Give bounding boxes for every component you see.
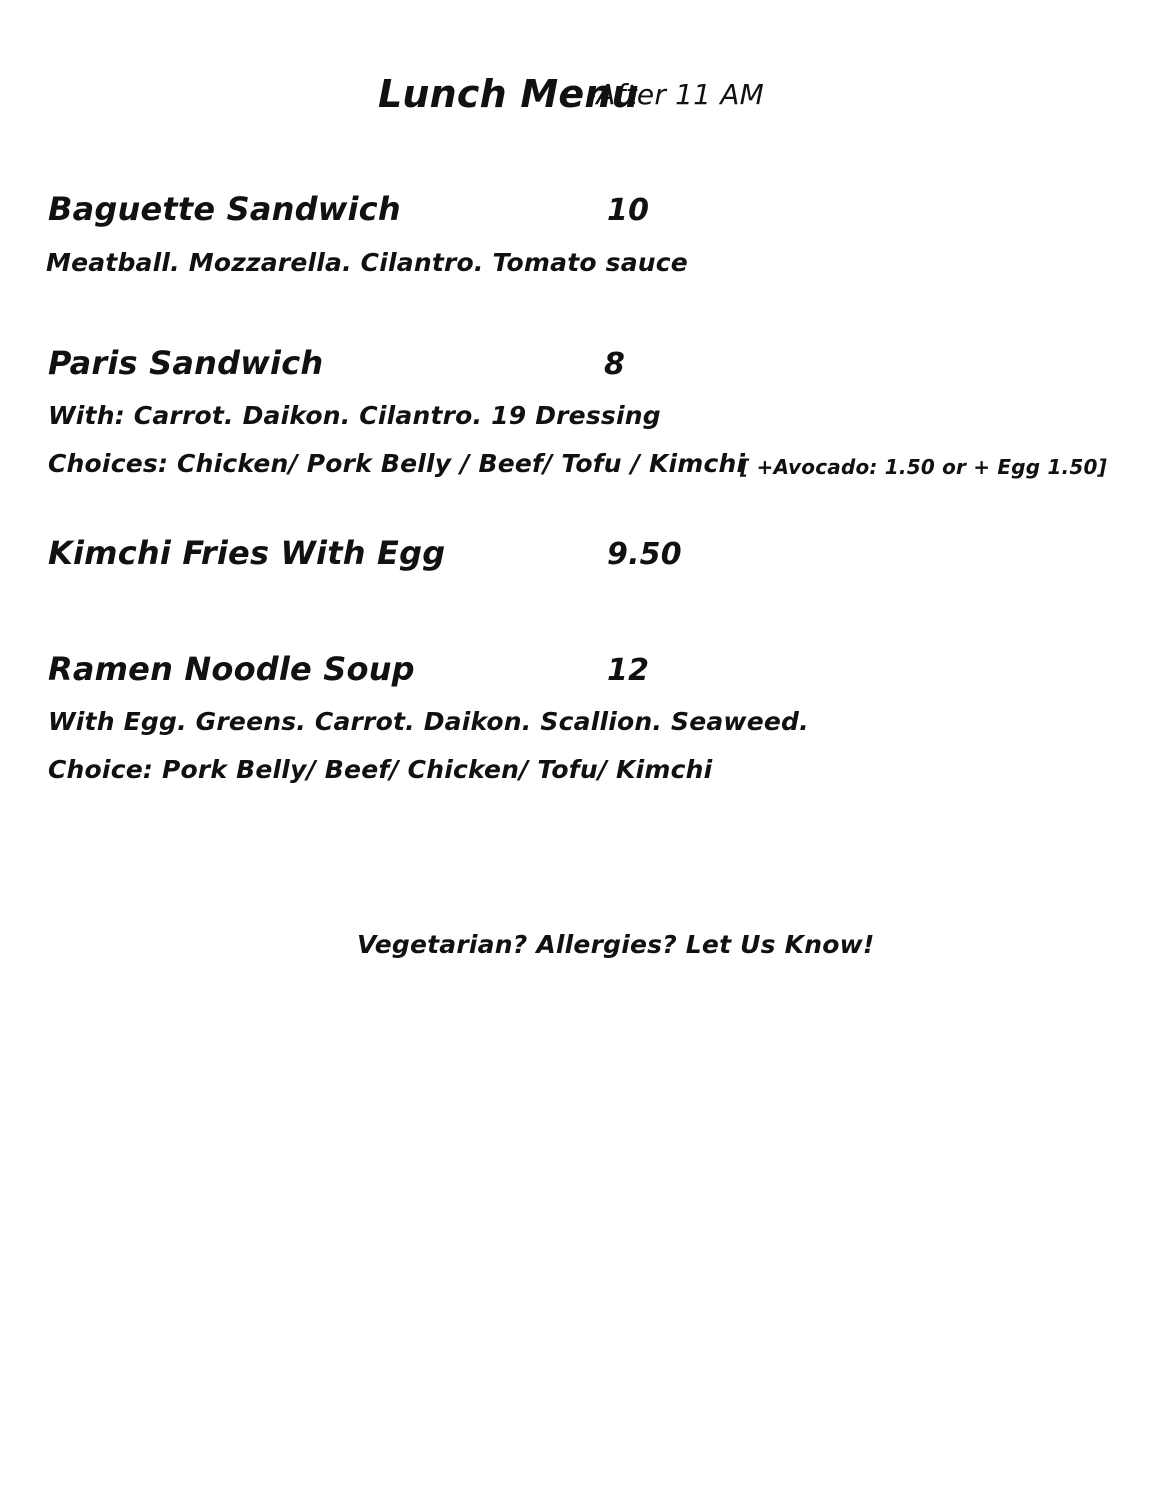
item-description-paris-sandwich: With: Carrot. Daikon. Cilantro. 19 Dressing <box>48 401 661 430</box>
menu-title: Lunch Menu <box>378 72 639 116</box>
item-name-paris-sandwich: Paris Sandwich <box>48 344 324 382</box>
menu-subtitle: -After 11 AM <box>586 78 764 111</box>
item-choices-ramen-noodle-soup: Choice: Pork Belly/ Beef/ Chicken/ Tofu/ Kimchi <box>48 755 713 784</box>
item-price-ramen-noodle-soup: 12 <box>607 653 650 688</box>
item-name-ramen-noodle-soup: Ramen Noodle Soup <box>48 650 415 688</box>
allergy-note: Vegetarian? Allergies? Let Us Know! <box>357 930 875 959</box>
item-price-paris-sandwich: 8 <box>604 347 626 382</box>
item-price-baguette-sandwich: 10 <box>607 193 650 228</box>
item-description-ramen-noodle-soup: With Egg. Greens. Carrot. Daikon. Scallion. Seaweed. <box>48 707 809 736</box>
item-description-baguette-sandwich: Meatball. Mozzarella. Cilantro. Tomato sauce <box>46 248 688 277</box>
item-price-kimchi-fries-with-egg: 9.50 <box>607 537 682 572</box>
item-name-kimchi-fries-with-egg: Kimchi Fries With Egg <box>48 534 446 572</box>
item-addon-paris-sandwich: [ +Avocado: 1.50 or + Egg 1.50] <box>740 455 1107 479</box>
item-choices-paris-sandwich: Choices: Chicken/ Pork Belly / Beef/ Tofu / Kimchi <box>48 449 746 478</box>
item-name-baguette-sandwich: Baguette Sandwich <box>48 190 401 228</box>
